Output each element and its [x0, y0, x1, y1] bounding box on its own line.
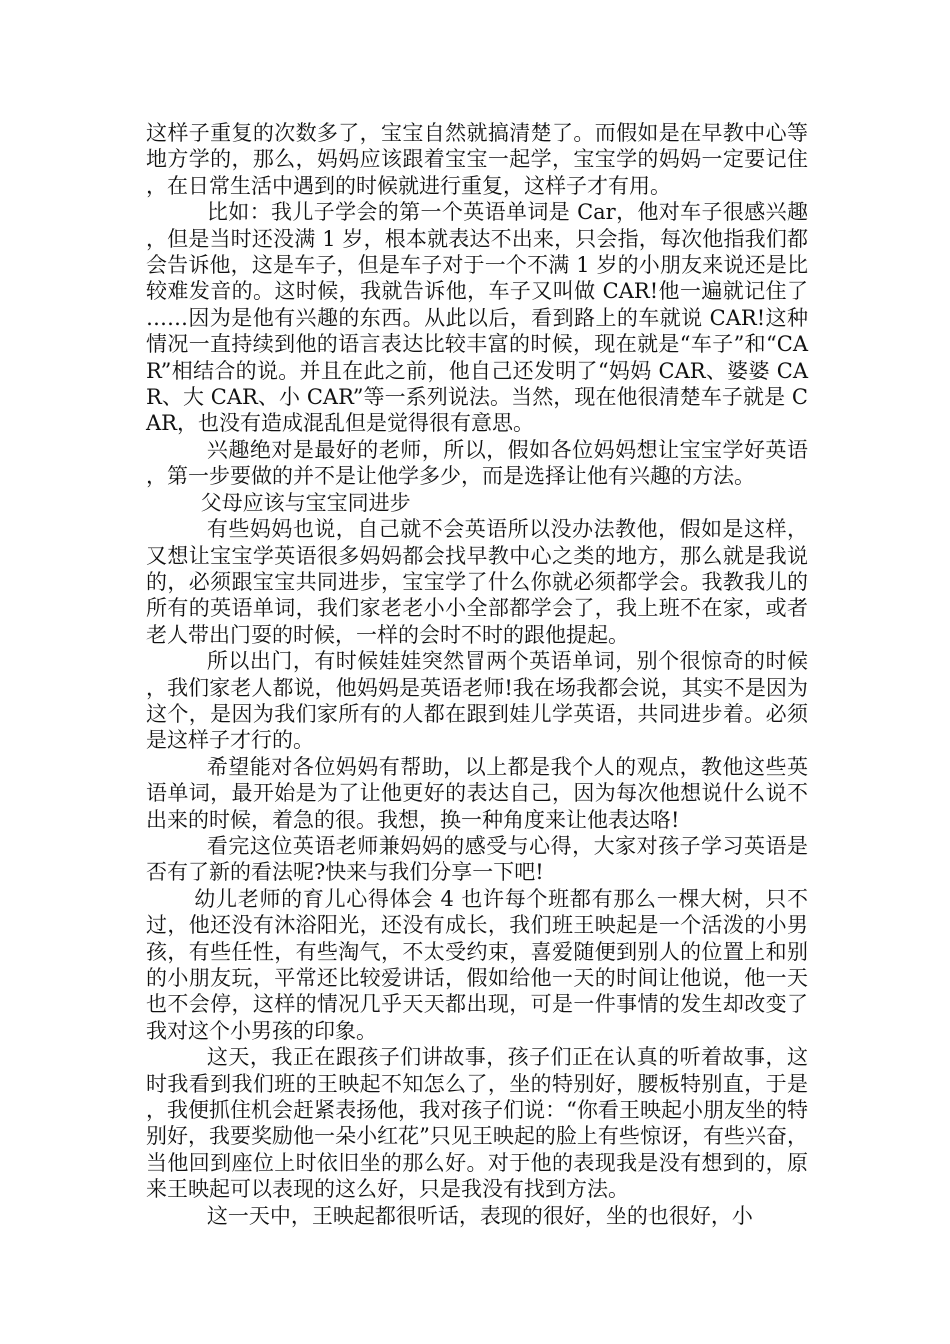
paragraph-8: 幼儿老师的育儿心得体会 4 也许每个班都有那么一棵大树，只不过，他还没有沐浴阳光，还没有成长，我们班王映起是一个活泼的小男孩，有些任性，有些淘气，不太受约束，喜爱随便到别人的位置上和别的小朋友玩，平常还比较爱讲话，假如给他一天的时间让他说，他一天也不会停，这样的情况几乎天天都出现，可是一件事情的发生却改变了我对这个小男孩的印象。 — [146, 886, 808, 1043]
paragraph-9: 这天，我正在跟孩子们讲故事，孩子们正在认真的听着故事，这时我看到我们班的王映起不知怎么了，坐的特别好，腰板特别直，于是，我便抓住机会赶紧表扬他，我对孩子们说：“你看王映起小朋友坐的特别好，我要奖励他一朵小红花”只见王映起的脸上有些惊讶，有些兴奋，当他回到座位上时依旧坐的那么好。对于他的表现我是没有想到的，原来王映起可以表现的这么好，只是我没有找到方法。 — [146, 1045, 808, 1202]
paragraph-4: 有些妈妈也说，自己就不会英语所以没办法教他，假如是这样，又想让宝宝学英语很多妈妈都会找早教中心之类的地方，那么就是我说的，必须跟宝宝共同进步，宝宝学了什么你就必须都学会。我教我儿的所有的英语单词，我们家老老小小全部都学会了，我上班不在家，或者老人带出门耍的时候，一样的会时不时的跟他提起。 — [146, 517, 808, 647]
paragraph-7: 看完这位英语老师兼妈妈的感受与心得，大家对孩子学习英语是否有了新的看法呢?快来与我们分享一下吧! — [146, 833, 808, 885]
paragraph-2: 比如：我儿子学会的第一个英语单词是 Car，他对车子很感兴趣，但是当时还没满 1 岁，根本就表达不出来，只会指，每次他指我们都会告诉他，这是车子，但是车子对于一个不满 1 岁的小朋友来说还是比较难发音的。这时候，我就告诉他，车子又叫做 CAR!他一遍就记住了……因为是他有兴趣的东西。从此以后，看到路上的车就说 CAR!这种情况一直持续到他的语言表达比较丰富的时候，现在就是“车子”和“CAR”相结合的说。并且在此之前，他自己还发明了“妈妈 CAR、婆婆 CAR、大 CAR、小 CAR”等一系列说法。当然，现在他很清楚车子就是 CAR，也没有造成混乱但是觉得很有意思。 — [146, 200, 808, 436]
paragraph-6: 希望能对各位妈妈有帮助，以上都是我个人的观点，教他这些英语单词，最开始是为了让他更好的表达自己，因为每次他想说什么说不出来的时候，着急的很。我想，换一种角度来让他表达咯! — [146, 754, 808, 832]
section-heading: 父母应该与宝宝同进步 — [200, 490, 411, 515]
paragraph-10: 这一天中，王映起都很听话，表现的很好，坐的也很好，小 — [206, 1203, 753, 1228]
paragraph-3: 兴趣绝对是最好的老师，所以，假如各位妈妈想让宝宝学好英语，第一步要做的并不是让他学多少，而是选择让他有兴趣的方法。 — [146, 437, 808, 489]
paragraph-1: 这样子重复的次数多了，宝宝自然就搞清楚了。而假如是在早教中心等地方学的，那么，妈妈应该跟着宝宝一起学，宝宝学的妈妈一定要记住，在日常生活中遇到的时候就进行重复，这样子才有用。 — [146, 121, 808, 198]
document-body — [146, 120, 808, 1229]
paragraph-5: 所以出门，有时候娃娃突然冒两个英语单词，别个很惊奇的时候，我们家老人都说，他妈妈是英语老师!我在场我都会说，其实不是因为这个，是因为我们家所有的人都在跟到娃儿学英语，共同进步着。必须是这样子才行的。 — [146, 649, 808, 753]
